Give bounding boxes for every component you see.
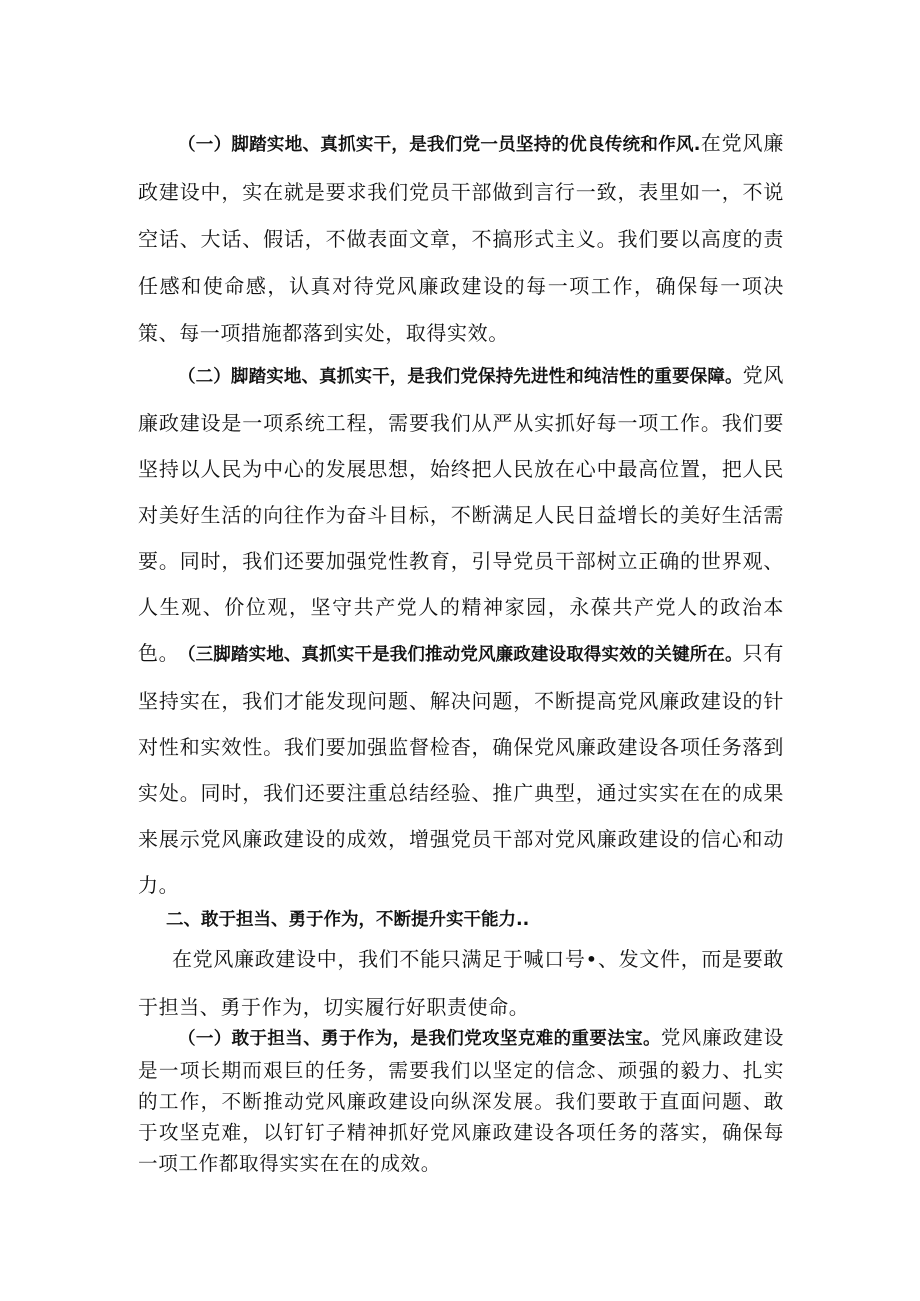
paragraph-1 <box>138 120 784 357</box>
paragraph-3-body: 只有坚持实在，我们才能发现问题、解决问题，不断提高党风廉政建设的针对性和实效性。我们要加强监督检杳，确保党风廉政建设各项任务落到实处。同时，我们还要注重总结经验、推广典型，通过实实在在的成果来展示党风廉政建设的成效，增强党员干部对党风廉政建设的信心和动力。 <box>138 641 785 897</box>
paragraph-3 <box>138 630 784 908</box>
paragraph-1-body: 在党风廉政建设中，实在就是要求我们党员干部做到言行一致，表里如一，不说空话、大话、假话，不做表面文章，不搞形式主义。我们要以高度的责任感和使命感，认真对待党风廉政建设的每一项工作，确保每一项决策、每一项措施都落到实处，取得实效。 <box>138 131 784 345</box>
paragraph-2 <box>138 352 784 676</box>
section-heading-2 <box>138 898 784 940</box>
section-heading-2-text: 二、敢于担当、勇于作为，不断提升实干能力.. <box>166 910 530 930</box>
paragraph-2-body: 党风廉政建设是一项系统工程，需要我们从严从实抓好每一项工作。我们要坚持以人民为中心的发展思想，始终把人民放在心中最高位置，把人民对美好生活的向往作为奋斗目标，不断满足人民日益增长的美好生活需要。同时，我们还要加强党性教育，引导党员干部树立正确的世界观、人生观、价位观，坚守共产党人的精神家园，永葆共产党人的政治本色。 <box>138 363 785 665</box>
paragraph-2-heading: （二）脚踏实地、真抓实干，是我们党保持先进性和纯洁性的重要保障。 <box>178 367 743 387</box>
paragraph-3-heading: （三脚踏实地、真抓实干是我们推动党风廉政建设取得实效的关键所在。 <box>178 645 743 665</box>
paragraph-5-body: 在党风廉政建设中，我们不能只满足于喊口号•、发文件，而是要敢于担当、勇于作为，切实履行好职责使命。 <box>138 947 784 1019</box>
paragraph-6-body: 党风廉政建设是一项长期而艰巨的任务，需要我们以坚定的信念、顽强的毅力、扎实的工作，不断推动党风廉政建设向纵深发展。我们要敢于直面问题、敢于攻坚克难，以钉钉子精神抓好党风廉政建设各项任务的落实，确保每一项工作都取得实实在在的成效。 <box>138 1026 784 1175</box>
paragraph-6 <box>138 1022 784 1179</box>
paragraph-1-heading: （一）脚踏实地、真抓实干，是我们党一员坚持的优良传统和作风. <box>178 135 701 155</box>
paragraph-6-heading: （一）敢于担当、勇于作为，是我们党攻坚克难的重要法宝。 <box>178 1029 661 1049</box>
paragraph-5 <box>138 936 784 1030</box>
